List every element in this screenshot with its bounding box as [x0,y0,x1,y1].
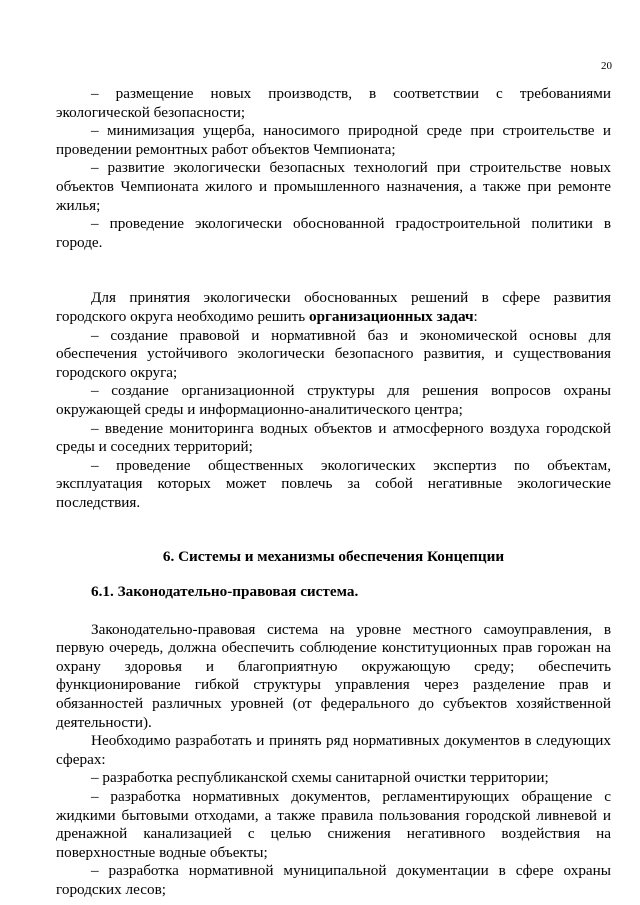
list-item: – разработка республиканской схемы санитарной очистки территории; [91,769,549,787]
list-item: – разработка нормативной муниципальной документации в сфере охраны городских лесов; [56,862,611,898]
paragraph: Необходимо разработать и принять ряд нормативных документов в следующих сферах: [56,732,611,768]
body-text [56,85,611,900]
intro-end: : [473,307,478,325]
intro-paragraph [56,289,611,326]
list-item: – размещение новых производств, в соответствии с требованиями экологической безопасности; [56,85,611,121]
list-item: – создание организационной структуры для решения вопросов охраны окружающей среды и информационно-аналитического центра; [56,382,611,418]
intro-bold: организационных задач [309,307,474,325]
list-item: – проведение общественных экологических экспертиз по объектам, эксплуатация которых может повлечь за собой негативные экологические последствия. [56,456,611,511]
intro-text: Для принятия экологически обоснованных решений в сфере развития городского округа необходимо решить [56,289,611,325]
paragraph: Законодательно-правовая система на уровне местного самоуправления, в первую очередь, должна обеспечить соблюдение конституционных прав горожан на охрану здоровья и благоприятную окружающую среду; обеспечить функционирование гибкой структуры управления через разделение прав и обязанностей различных уровней (от федерального до субъектов хозяйственной деятельности). [56,620,611,731]
subsection-heading: 6.1. Законодательно-правовая система. [91,583,359,601]
section-heading: 6. Системы и механизмы обеспечения Концепции [162,548,505,566]
page-number: 20 [601,60,612,72]
list-item: – разработка нормативных документов, регламентирующих обращение с жидкими бытовыми отходами, а также правила пользования городской ливневой и дренажной канализацией с целью снижения негативного воздействия на поверхностные водные объекты; [56,788,611,861]
list-item: – введение мониторинга водных объектов и атмосферного воздуха городской среды и соседних территорий; [56,419,611,456]
list-item: – проведение экологически обоснованной градостроительной политики в городе. [56,215,611,251]
list-item: – развитие экологически безопасных технологий при строительстве новых объектов Чемпионата жилого и промышленного назначения, а также при ремонте жилья; [56,159,611,214]
list-item: – создание правовой и нормативной баз и экономической основы для обеспечения устойчивого экологически безопасного развития, и существования городского округа; [56,326,611,381]
list-item: – минимизация ущерба, наносимого природной среде при строительстве и проведении ремонтных работ объектов Чемпионата; [56,122,611,158]
